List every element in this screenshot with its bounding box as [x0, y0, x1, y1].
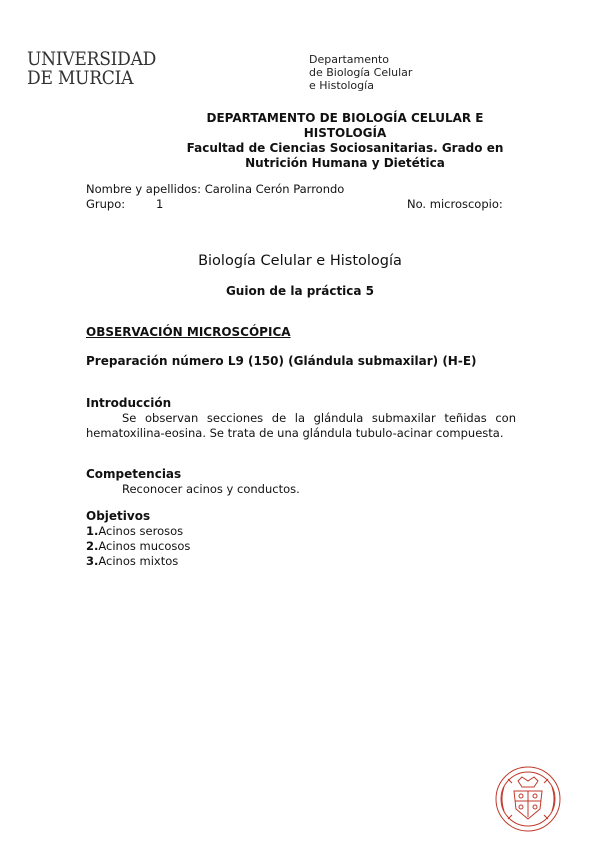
objetivo-item: [86, 539, 516, 554]
objetivos-heading: Objetivos: [86, 509, 151, 523]
department-line-3: e Histología: [309, 79, 374, 92]
preparation-title: Preparación número L9 (150) (Glándula submaxilar) (H-E): [86, 354, 477, 368]
introduction-section: [86, 396, 516, 441]
group-label: Grupo:: [86, 197, 126, 211]
objetivo-item: [86, 554, 516, 569]
group-value: 1: [156, 197, 164, 211]
department-line-1: Departamento: [309, 53, 390, 66]
section-title: OBSERVACIÓN MICROSCÓPICA: [86, 325, 291, 339]
objetivo-number: 3.: [86, 554, 99, 568]
name-label: Nombre y apellidos:: [86, 182, 202, 196]
document-header: [160, 111, 530, 171]
competencias-text: Reconocer acinos y conductos.: [122, 482, 300, 496]
objetivo-text: Acinos serosos: [98, 524, 184, 538]
objetivo-number: 1.: [86, 524, 99, 538]
microscope-label: No. microscopio:: [407, 197, 503, 211]
name-value: Carolina Cerón Parrondo: [204, 182, 345, 196]
logo-line-1: UNIVERSIDAD: [27, 48, 157, 70]
objetivo-item: [86, 524, 516, 539]
header-line-3: Facultad de Ciencias Sociosanitarias. Grado en: [186, 141, 504, 155]
introduction-heading: Introducción: [86, 396, 172, 410]
university-seal-icon: [494, 765, 562, 833]
objetivo-text: Acinos mixtos: [98, 554, 179, 568]
header-line-1: DEPARTAMENTO DE BIOLOGÍA CELULAR E: [206, 111, 484, 125]
department-block: [309, 53, 412, 92]
objetivos-section: [86, 509, 516, 569]
student-name-row: [86, 182, 344, 196]
competencias-section: [86, 467, 516, 497]
competencias-heading: Competencias: [86, 467, 182, 481]
header-line-2: HISTOLOGÍA: [303, 126, 387, 140]
university-logo: [27, 50, 170, 88]
objetivo-number: 2.: [86, 539, 99, 553]
logo-line-2: DE MURCIA: [27, 67, 134, 89]
document-title: Biología Celular e Histología: [198, 253, 402, 269]
header-line-4: Nutrición Humana y Dietética: [245, 156, 445, 170]
introduction-text: Se observan secciones de la glándula submaxilar teñidas con hematoxilina-eosina. Se trata de una glándula tubulo-acinar compuesta.: [86, 411, 516, 440]
objetivo-text: Acinos mucosos: [98, 539, 191, 553]
document-subtitle: Guion de la práctica 5: [225, 284, 375, 298]
department-line-2: de Biología Celular: [309, 66, 413, 79]
